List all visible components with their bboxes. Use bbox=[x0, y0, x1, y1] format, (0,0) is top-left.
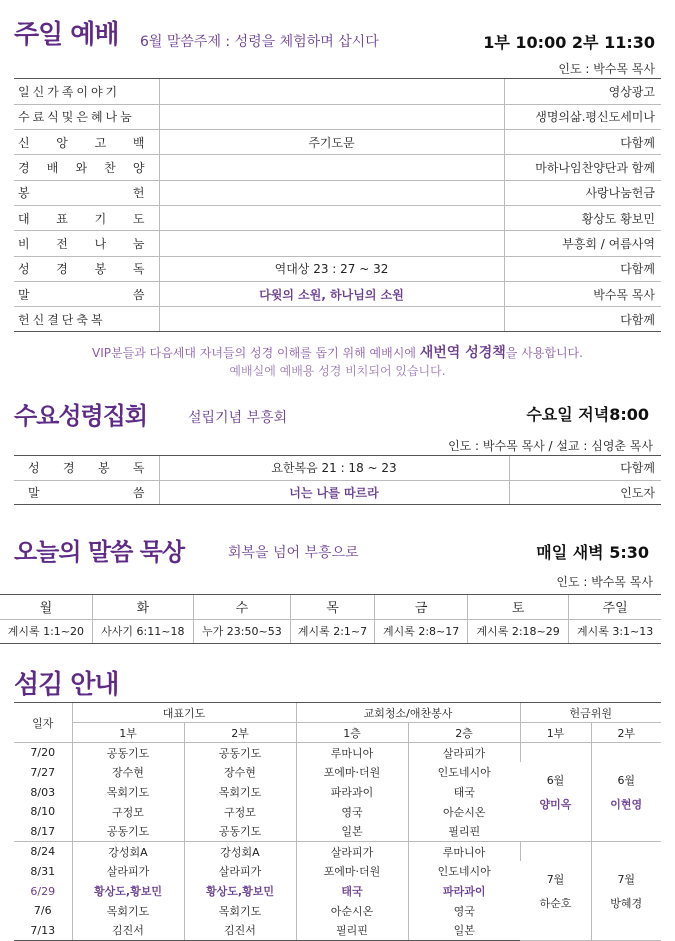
floor-2-cell: 인도네시아 bbox=[437, 865, 491, 879]
order-detail bbox=[159, 104, 504, 129]
order-item bbox=[14, 256, 159, 281]
order-detail bbox=[159, 307, 504, 332]
order-item: 헌신결단축복 bbox=[14, 307, 159, 332]
order-item-label: 경 배 와 찬 양 bbox=[18, 161, 145, 176]
offering-o1-cell bbox=[520, 842, 591, 941]
floor-1-cell: 포에마·더원 bbox=[296, 861, 408, 881]
order-detail bbox=[159, 79, 504, 104]
order-row bbox=[14, 79, 661, 104]
order-row bbox=[14, 180, 661, 205]
prayer-2-cell: 황상도,황보민 bbox=[184, 881, 296, 901]
header-prayer-2: 2부 bbox=[184, 723, 296, 743]
prayer-1-cell: 황상도,황보민 bbox=[72, 881, 184, 901]
service-title: 섬김 안내 bbox=[14, 670, 119, 700]
order-person: 다함께 bbox=[504, 256, 661, 281]
order-person: 마하나임찬양단과 함께 bbox=[504, 155, 661, 180]
date-cell: 8/17 bbox=[14, 822, 72, 842]
offering-name: 양미옥 bbox=[539, 798, 572, 812]
day-passage: 계시록 1:1~20 bbox=[0, 619, 92, 643]
order-item-label: 성 경 봉 독 bbox=[18, 262, 145, 277]
prayer-1-cell: 김진서 bbox=[72, 921, 184, 941]
date-cell: 8/24 bbox=[14, 842, 72, 862]
date-cell: 7/20 bbox=[14, 743, 72, 763]
order-person: 다함께 bbox=[504, 130, 661, 155]
date-cell: 8/03 bbox=[14, 782, 72, 802]
offering-month: 6월 bbox=[546, 774, 565, 788]
order-item: 수료식및은혜나눔 bbox=[14, 104, 159, 129]
floor-2-cell: 아순시온 bbox=[442, 805, 486, 819]
day-label: 화 bbox=[92, 595, 193, 619]
bible-name: 새번역 성경책 bbox=[419, 345, 506, 361]
order-person: 영상광고 bbox=[504, 79, 661, 104]
order-item-label: 비 전 나 눔 bbox=[18, 236, 145, 251]
prayer-1-cell: 목회기도 bbox=[72, 901, 184, 921]
header-offering-1: 1부 bbox=[520, 723, 591, 743]
order-item bbox=[14, 456, 159, 480]
order-row bbox=[14, 281, 661, 306]
order-person: 다함께 bbox=[504, 307, 661, 332]
offering-o2-cell bbox=[591, 743, 661, 842]
day-passage: 계시록 2:1~7 bbox=[290, 619, 374, 643]
prayer-1-cell: 목회기도 bbox=[72, 782, 184, 802]
order-item-label: 신 앙 고 백 bbox=[18, 135, 145, 150]
order-item bbox=[14, 281, 159, 306]
day-passage: 계시록 2:18~29 bbox=[468, 619, 569, 643]
meditation-subtitle: 회복을 넘어 부흥으로 bbox=[228, 545, 359, 561]
order-person: 박수목 목사 bbox=[504, 281, 661, 306]
wednesday-leader: 인도 : 박수목 목사 / 설교 : 심영춘 목사 bbox=[448, 439, 653, 453]
order-row bbox=[14, 205, 661, 230]
wednesday-order-table bbox=[14, 456, 661, 505]
order-item-label: 성 경 봉 독 bbox=[28, 461, 145, 476]
sunday-theme: 6월 말씀주제 : 성령을 체험하며 삽시다 bbox=[140, 34, 379, 50]
header-offering-2: 2부 bbox=[591, 723, 661, 743]
wednesday-time: 수요일 저녁8:00 bbox=[526, 405, 649, 424]
order-item bbox=[14, 180, 159, 205]
table-row bbox=[14, 842, 661, 862]
prayer-1-cell: 장수현 bbox=[72, 762, 184, 782]
day-label: 금 bbox=[375, 595, 468, 619]
offering-o1-cell bbox=[520, 743, 591, 842]
order-detail bbox=[159, 231, 504, 256]
order-detail: 요한복음 21 : 18 ~ 23 bbox=[159, 456, 509, 480]
meditation-time: 매일 새벽 5:30 bbox=[536, 543, 649, 562]
sunday-title: 주일 예배 bbox=[14, 20, 119, 50]
sunday-order-table bbox=[14, 79, 661, 332]
header-prayer: 대표기도 bbox=[72, 703, 296, 723]
order-item bbox=[14, 155, 159, 180]
sunday-times: 1부 10:00 2부 11:30 bbox=[483, 33, 655, 52]
offering-month: 6월 bbox=[617, 774, 636, 788]
order-person: 인도자 bbox=[509, 480, 661, 504]
header-floor-1: 1층 bbox=[296, 723, 408, 743]
prayer-2-cell: 목회기도 bbox=[184, 782, 296, 802]
order-item bbox=[14, 130, 159, 155]
floor-1-cell: 포에마·더원 bbox=[296, 762, 408, 782]
prayer-1-cell: 공동기도 bbox=[72, 743, 184, 763]
order-row bbox=[14, 456, 661, 480]
order-row bbox=[14, 480, 661, 504]
prayer-2-cell: 목회기도 bbox=[184, 901, 296, 921]
date-cell: 8/31 bbox=[14, 861, 72, 881]
prayer-2-cell: 구정모 bbox=[184, 802, 296, 822]
prayer-2-cell: 김진서 bbox=[184, 921, 296, 941]
offering-month: 7월 bbox=[617, 873, 636, 887]
date-cell: 7/27 bbox=[14, 762, 72, 782]
date-cell: 7/6 bbox=[14, 901, 72, 921]
day-passage: 사사기 6:11~18 bbox=[92, 619, 193, 643]
table-row bbox=[14, 743, 661, 763]
order-row bbox=[14, 231, 661, 256]
order-item: 일신가족이야기 bbox=[14, 79, 159, 104]
offering-name: 이현영 bbox=[610, 798, 643, 812]
order-item-label: 봉 헌 bbox=[18, 186, 145, 201]
floor-2-cell: 인도네시아 bbox=[437, 766, 491, 780]
floor-1-cell: 영국 bbox=[296, 802, 408, 822]
date-cell: 7/13 bbox=[14, 921, 72, 941]
header-floor-2: 2층 bbox=[408, 723, 520, 743]
floor-2-cell: 살라피가 bbox=[408, 743, 520, 763]
day-passage: 누가 23:50~53 bbox=[193, 619, 290, 643]
meditation-leader: 인도 : 박수목 목사 bbox=[556, 575, 653, 589]
floor-1-cell: 태국 bbox=[296, 881, 408, 901]
day-label: 월 bbox=[0, 595, 92, 619]
order-row bbox=[14, 155, 661, 180]
order-person: 다함께 bbox=[509, 456, 661, 480]
floor-2-cell: 파라과이 bbox=[442, 885, 486, 899]
floor-1-cell: 루마니아 bbox=[296, 743, 408, 763]
day-label: 목 bbox=[290, 595, 374, 619]
day-label: 수 bbox=[193, 595, 290, 619]
order-detail: 역대상 23 : 27 ~ 32 bbox=[159, 256, 504, 281]
offering-o2-cell bbox=[591, 842, 661, 941]
order-row bbox=[14, 256, 661, 281]
floor-1-cell: 일본 bbox=[296, 822, 408, 842]
sunday-leader: 인도 : 박수목 목사 bbox=[558, 62, 655, 76]
order-person: 사랑나눔헌금 bbox=[504, 180, 661, 205]
order-item-label: 말 씀 bbox=[18, 287, 145, 302]
prayer-1-cell: 공동기도 bbox=[72, 822, 184, 842]
prayer-1-cell: 강성회A bbox=[72, 842, 184, 862]
order-detail: 너는 나를 따르라 bbox=[159, 480, 509, 504]
meditation-table bbox=[0, 595, 661, 644]
header-prayer-1: 1부 bbox=[72, 723, 184, 743]
floor-1-cell: 필리핀 bbox=[296, 921, 408, 941]
order-detail bbox=[159, 155, 504, 180]
floor-2-cell: 태국 bbox=[453, 786, 475, 800]
order-person: 황상도 황보민 bbox=[504, 205, 661, 230]
order-row bbox=[14, 307, 661, 332]
order-row bbox=[14, 104, 661, 129]
header-offering: 헌금위원 bbox=[520, 703, 661, 723]
prayer-2-cell: 강성회A bbox=[184, 842, 296, 862]
order-item-label: 말 씀 bbox=[28, 485, 145, 500]
wednesday-subtitle: 설립기념 부흥회 bbox=[188, 410, 288, 426]
order-detail bbox=[159, 180, 504, 205]
floor-1-cell: 파라과이 bbox=[296, 782, 408, 802]
order-person: 부흥회 / 여름사역 bbox=[504, 231, 661, 256]
order-item-label: 대 표 기 도 bbox=[18, 211, 145, 226]
offering-name: 하순호 bbox=[539, 897, 572, 911]
header-cleaning: 교회청소/애찬봉사 bbox=[296, 703, 520, 723]
date-cell: 6/29 bbox=[14, 881, 72, 901]
wednesday-title: 수요성령집회 bbox=[14, 402, 148, 430]
floor-1-cell: 살라피가 bbox=[296, 842, 408, 862]
date-cell: 8/10 bbox=[14, 802, 72, 822]
bible-note: VIP분들과 다음세대 자녀들의 성경 이해를 돕기 위해 예배시에 새번역 성경책을 사용합니다. bbox=[92, 345, 583, 361]
offering-name: 방혜경 bbox=[610, 897, 643, 911]
floor-2-cell: 영국 bbox=[453, 904, 475, 918]
order-item bbox=[14, 205, 159, 230]
prayer-2-cell: 살라피가 bbox=[184, 861, 296, 881]
day-label: 토 bbox=[468, 595, 569, 619]
prayer-2-cell: 장수현 bbox=[184, 762, 296, 782]
prayer-1-cell: 살라피가 bbox=[72, 861, 184, 881]
service-table bbox=[14, 703, 661, 941]
order-item bbox=[14, 480, 159, 504]
prayer-1-cell: 구정모 bbox=[72, 802, 184, 822]
order-item bbox=[14, 231, 159, 256]
bible-note-2: 예배실에 예배용 성경 비치되어 있습니다. bbox=[229, 364, 446, 378]
floor-2-cell: 필리핀 bbox=[408, 822, 520, 842]
order-person: 생명의삶.평신도세미나 bbox=[504, 104, 661, 129]
prayer-2-cell: 공동기도 bbox=[184, 743, 296, 763]
floor-2-cell: 루마니아 bbox=[408, 842, 520, 862]
floor-1-cell: 아순시온 bbox=[296, 901, 408, 921]
order-detail: 주기도문 bbox=[159, 130, 504, 155]
floor-2-cell: 일본 bbox=[408, 921, 520, 941]
day-passage: 계시록 3:1~13 bbox=[569, 619, 661, 643]
offering-month: 7월 bbox=[546, 873, 565, 887]
prayer-2-cell: 공동기도 bbox=[184, 822, 296, 842]
meditation-title: 오늘의 말씀 묵상 bbox=[14, 538, 184, 566]
day-label: 주일 bbox=[569, 595, 661, 619]
order-row bbox=[14, 130, 661, 155]
order-detail bbox=[159, 205, 504, 230]
order-detail: 다윗의 소원, 하나님의 소원 bbox=[159, 281, 504, 306]
day-passage: 계시록 2:8~17 bbox=[375, 619, 468, 643]
header-date: 일자 bbox=[14, 703, 72, 743]
